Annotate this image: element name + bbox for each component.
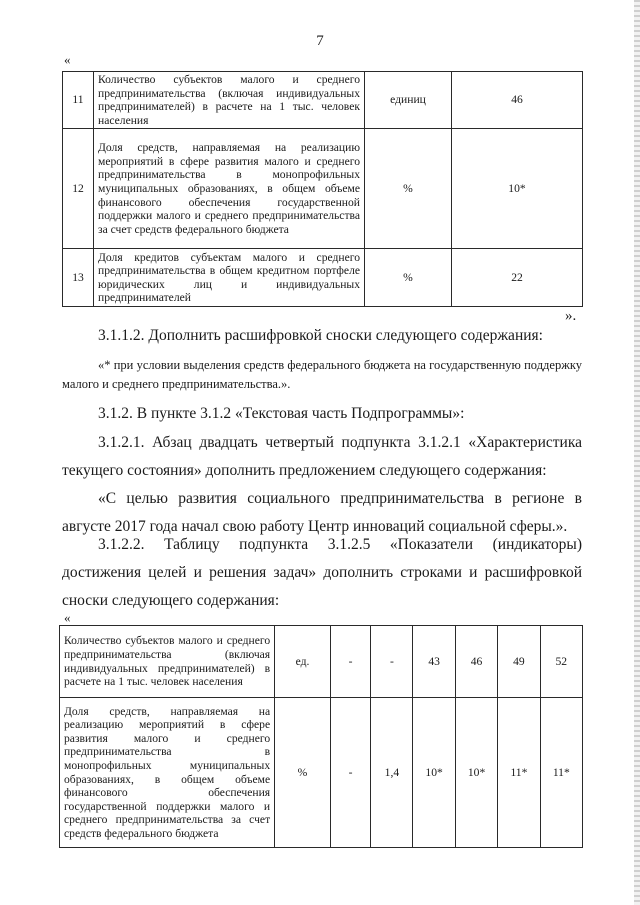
value-cell: 46 (452, 72, 583, 129)
row-number: 13 (63, 249, 94, 307)
value-cell: 52 (540, 626, 582, 698)
open-quote-1: « (64, 52, 71, 67)
row-number: 12 (63, 129, 94, 249)
value-cell: 43 (413, 626, 455, 698)
indicators-table-2 (59, 625, 583, 848)
unit-cell: единиц (365, 72, 452, 129)
value-cell: 11* (498, 698, 540, 848)
table-row (63, 129, 583, 249)
value-cell: 11* (540, 698, 582, 848)
indicator-name: Доля средств, направляемая на реализацию мероприятий в сфере развития малого и среднего предпринимательства в монопрофильных муниципальных образованиях, в общем объеме финансового обеспечения государственной поддержки малого и среднего предпринимательства за счет средств федерального бюджета (60, 698, 275, 848)
table-row (63, 249, 583, 307)
table-row (60, 626, 583, 698)
paragraph-quote-center: «С целью развития социального предпринимательства в регионе в августе 2017 года начал свою работу Центр инноваций социальной сферы.». (62, 490, 582, 535)
value-cell: 49 (498, 626, 540, 698)
indicator-name: Количество субъектов малого и среднего предпринимательства (включая индивидуальных предпринимателей) в расчете на 1 тыс. человек населения (60, 626, 275, 698)
value-cell: 46 (455, 626, 497, 698)
indicator-name: Доля кредитов субъектам малого и среднего предпринимательства в общем кредитном портфеле юридических лиц и индивидуальных предпринимателей (94, 249, 365, 307)
close-quote-1: ». (565, 308, 577, 324)
unit-cell: % (365, 249, 452, 307)
unit-cell: % (275, 698, 331, 848)
paragraph-3-1-2: 3.1.2. В пункте 3.1.2 «Текстовая часть Подпрограммы»: (98, 405, 465, 422)
indicators-table-1 (62, 71, 583, 307)
value-cell: 10* (452, 129, 583, 249)
value-cell: 10* (413, 698, 455, 848)
table-row (60, 698, 583, 848)
table-row (63, 72, 583, 129)
indicator-name: Количество субъектов малого и среднего предпринимательства (включая индивидуальных предпринимателей) в расчете на 1 тыс. человек населения (94, 72, 365, 129)
value-cell: - (330, 698, 371, 848)
indicator-name: Доля средств, направляемая на реализацию мероприятий в сфере развития малого и среднего предпринимательства в монопрофильных муниципальных образованиях, в общем объеме финансового обеспечения государственной поддержки малого и среднего предпринимательства за счет средств федерального бюджета (94, 129, 365, 249)
paragraph-3-1-1-2: 3.1.1.2. Дополнить расшифровкой сноски следующего содержания: (98, 327, 543, 344)
value-cell: - (371, 626, 413, 698)
paragraph-3-1-2-2: 3.1.2.2. Таблицу подпункта 3.1.2.5 «Показатели (индикаторы) достижения целей и решения задач» дополнить строками и расшифровкой сноски следующего содержания: (62, 536, 582, 609)
open-quote-2: « (64, 610, 71, 625)
value-cell: 10* (455, 698, 497, 848)
unit-cell: ед. (275, 626, 331, 698)
value-cell: 1,4 (371, 698, 413, 848)
paragraph-3-1-2-1: 3.1.2.1. Абзац двадцать четвертый подпункта 3.1.2.1 «Характеристика текущего состояния» дополнить предложением следующего содержания: (62, 434, 582, 479)
page-edge-scan (634, 0, 640, 905)
row-number: 11 (63, 72, 94, 129)
unit-cell: % (365, 129, 452, 249)
value-cell: - (330, 626, 371, 698)
page-number: 7 (316, 33, 324, 49)
footnote-text: «* при условии выделения средств федерального бюджета на государственную поддержку малого и среднего предпринимательства.». (62, 358, 582, 391)
value-cell: 22 (452, 249, 583, 307)
